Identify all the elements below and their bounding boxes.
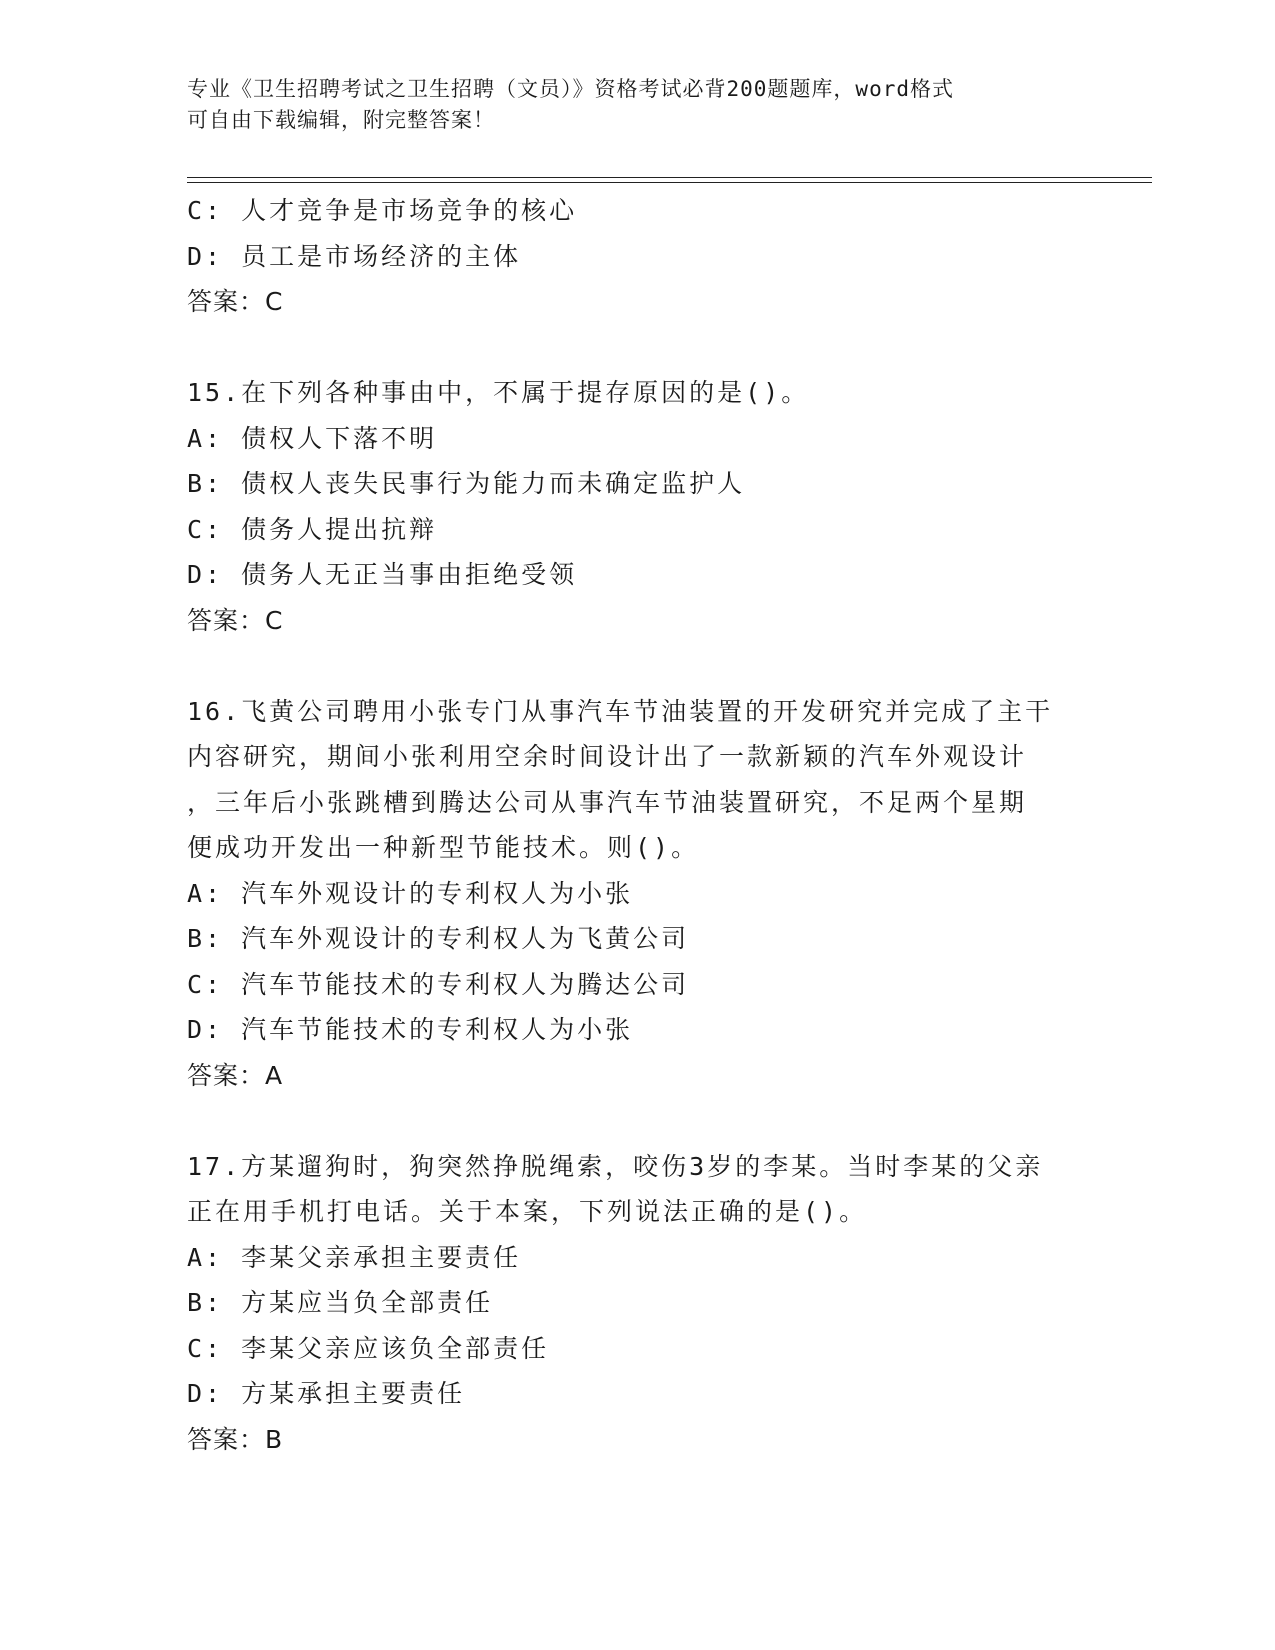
option-a: A: 债权人下落不明 (187, 423, 438, 453)
spacer (187, 325, 1087, 371)
question-15 (187, 370, 1087, 643)
header-divider-bottom (187, 182, 1152, 183)
document-header (187, 74, 1067, 136)
option-d: D: 员工是市场经济的主体 (187, 241, 522, 271)
spacer (187, 643, 1087, 689)
question-stem: 便成功开发出一种新型节能技术。则()。 (187, 833, 700, 862)
question-stem: 16.飞黄公司聘用小张专门从事汽车节油装置的开发研究并完成了主干 (187, 696, 1054, 726)
option-c: C: 李某父亲应该负全部责任 (187, 1333, 550, 1363)
question-stem: 正在用手机打电话。关于本案，下列说法正确的是()。 (187, 1197, 868, 1226)
question-17 (187, 1144, 1087, 1463)
question-list (187, 188, 1087, 1462)
spacer (187, 1098, 1087, 1144)
option-b: B: 方某应当负全部责任 (187, 1288, 494, 1317)
answer-line: 答案：C (187, 287, 284, 316)
option-a: A: 汽车外观设计的专利权人为小张 (187, 878, 634, 908)
question-stem: 15.在下列各种事由中，不属于提存原因的是()。 (187, 378, 810, 407)
question-stem: ，三年后小张跳槽到腾达公司从事汽车节油装置研究，不足两个星期 (187, 787, 1028, 817)
answer-line: 答案：A (187, 1060, 284, 1090)
question-stem: 内容研究，期间小张利用空余时间设计出了一款新颖的汽车外观设计 (187, 742, 1028, 771)
option-d: D: 汽车节能技术的专利权人为小张 (187, 1015, 634, 1044)
option-d: D: 方某承担主要责任 (187, 1379, 466, 1408)
question-16 (187, 689, 1087, 1099)
header-title-line-1: 专业《卫生招聘考试之卫生招聘（文员）》资格考试必背200题题库，word格式 (187, 77, 954, 101)
option-c: C: 债务人提出抗辩 (187, 514, 438, 544)
option-b: B: 汽车外观设计的专利权人为飞黄公司 (187, 924, 690, 953)
question-14-continued (187, 188, 1087, 325)
header-divider-top (187, 177, 1152, 178)
option-b: B: 债权人丧失民事行为能力而未确定监护人 (187, 469, 746, 498)
option-d: D: 债务人无正当事由拒绝受领 (187, 560, 578, 589)
header-title-line-2: 可自由下载编辑，附完整答案！ (187, 108, 495, 132)
answer-line: 答案：B (187, 1424, 284, 1454)
option-c: C: 汽车节能技术的专利权人为腾达公司 (187, 969, 690, 999)
question-stem: 17.方某遛狗时，狗突然挣脱绳索，咬伤3岁的李某。当时李某的父亲 (187, 1151, 1044, 1181)
option-a: A: 李某父亲承担主要责任 (187, 1242, 522, 1272)
answer-line: 答案：C (187, 605, 284, 635)
option-c: C: 人才竞争是市场竞争的核心 (187, 196, 578, 225)
